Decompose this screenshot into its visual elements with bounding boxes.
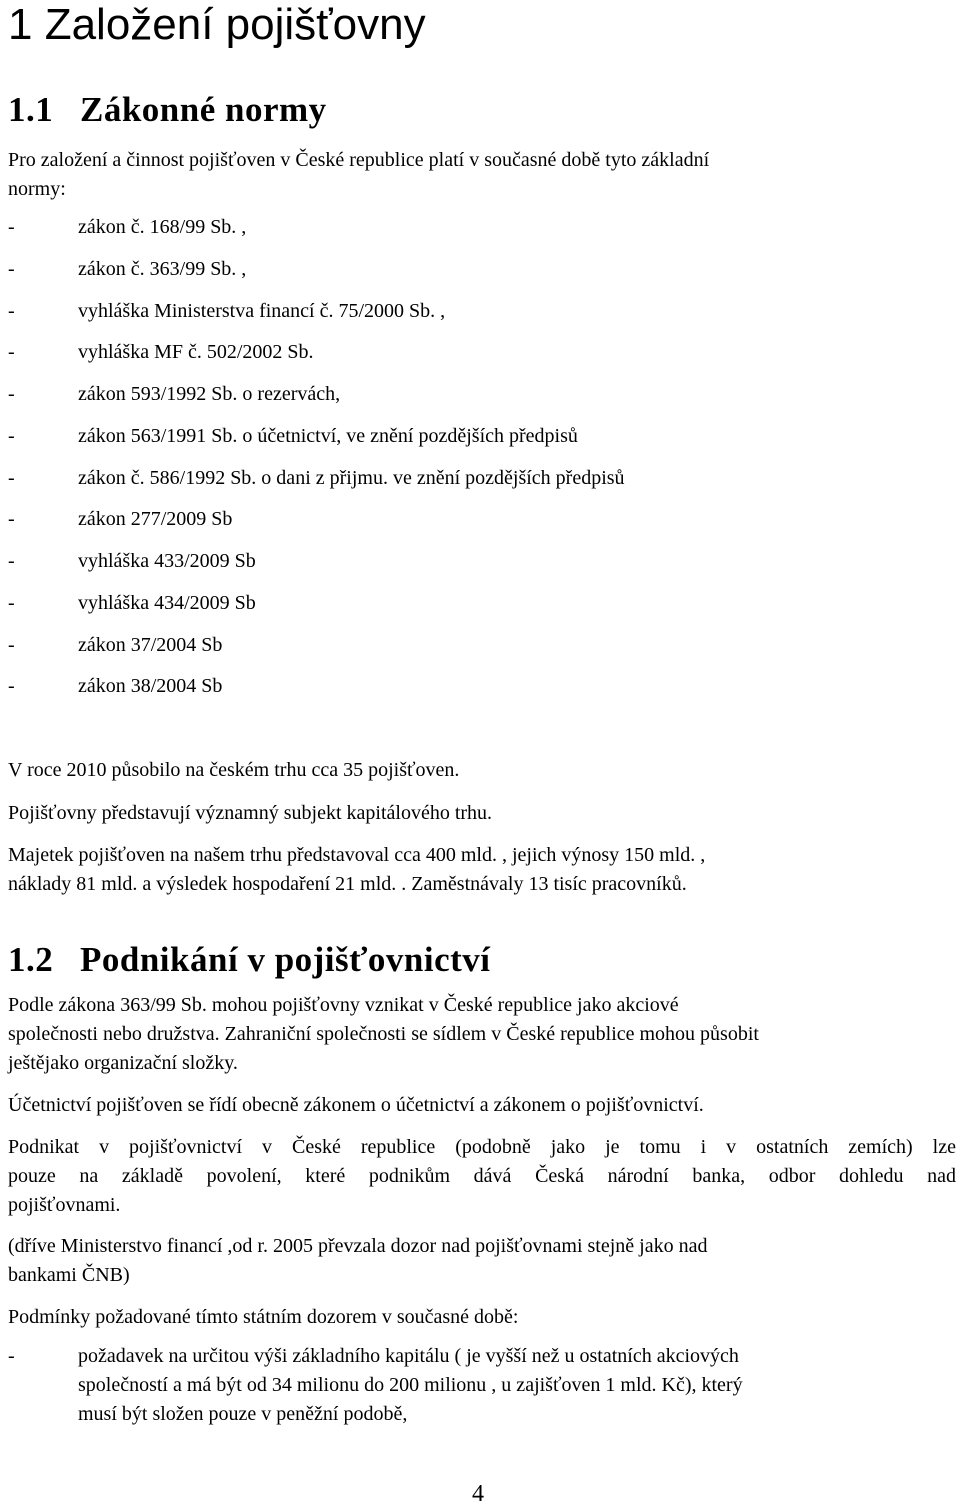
section-title-1-2: Podnikání v pojišťovnictví (80, 940, 491, 979)
norm-text: zákon 563/1991 Sb. o účetnictví, ve znění pozdějších předpisů (78, 425, 578, 447)
list-dash: - (8, 550, 15, 572)
fact-line-2: Pojišťovny představují významný subjekt kapitálového trhu. (8, 802, 493, 824)
list-dash: - (8, 383, 15, 405)
norm-text: zákon 277/2009 Sb (78, 508, 233, 530)
para3-line-3: pojišťovnami. (8, 1194, 121, 1216)
fact-line-3a: Majetek pojišťoven na našem trhu představoval cca 400 mld. , jejich výnosy 150 mld. , (8, 844, 706, 866)
list-dash: - (8, 508, 15, 530)
condition-dash: - (8, 1345, 15, 1367)
section-number-1-2: 1.2 (8, 940, 54, 979)
condition-line-3: musí být složen pouze v peněžní podobě, (78, 1403, 408, 1425)
norm-text: zákon 593/1992 Sb. o rezervách, (78, 383, 341, 405)
condition-line-1: požadavek na určitou výši základního kapitálu ( je vyšší než u ostatních akciových (78, 1345, 739, 1367)
fact-line-1: V roce 2010 působilo na českém trhu cca 35 pojišťoven. (8, 759, 460, 781)
para1-line-1: Podle zákona 363/99 Sb. mohou pojišťovny vznikat v České republice jako akciové (8, 994, 679, 1016)
para2: Účetnictví pojišťoven se řídí obecně zákonem o účetnictví a zákonem o pojišťovnictví. (8, 1094, 704, 1116)
list-dash: - (8, 425, 15, 447)
norm-text: vyhláška 433/2009 Sb (78, 550, 256, 572)
section-number-1-1: 1.1 (8, 90, 54, 129)
para3-line-2: pouze na základě povolení, které podnikům dává Česká národní banka, odbor dohledu nad (8, 1165, 956, 1187)
norm-text: zákon č. 363/99 Sb. , (78, 258, 247, 280)
para3-line-1: Podnikat v pojišťovnictví v České republice (podobně jako je tomu i v ostatních zemích) lze (8, 1136, 956, 1158)
norm-text: vyhláška Ministerstva financí č. 75/2000 Sb. , (78, 300, 446, 322)
section-title-1-1: Zákonné normy (80, 90, 327, 129)
norm-text: zákon 38/2004 Sb (78, 675, 223, 697)
norm-text: zákon č. 586/1992 Sb. o dani z přijmu. ve znění pozdějších předpisů (78, 467, 625, 489)
list-dash: - (8, 675, 15, 697)
fact-line-3b: náklady 81 mld. a výsledek hospodaření 21 mld. . Zaměstnávaly 13 tisíc pracovníků. (8, 873, 687, 895)
para1-line-2: společnosti nebo družstva. Zahraniční společnosti se sídlem v České republice mohou působit (8, 1023, 759, 1045)
chapter-heading: 1 Založení pojišťovny (8, 0, 426, 49)
norm-text: zákon 37/2004 Sb (78, 634, 223, 656)
list-dash: - (8, 592, 15, 614)
para5: Podmínky požadované tímto státním dozorem v současné době: (8, 1306, 519, 1328)
list-dash: - (8, 300, 15, 322)
intro-line-1: Pro založení a činnost pojišťoven v České republice platí v současné době tyto základní (8, 149, 710, 171)
list-dash: - (8, 216, 15, 238)
list-dash: - (8, 634, 15, 656)
list-dash: - (8, 467, 15, 489)
intro-line-2: normy: (8, 178, 66, 200)
para1-line-3: ještějako organizační složky. (8, 1052, 238, 1074)
para4-line-1: (dříve Ministerstvo financí ,od r. 2005 převzala dozor nad pojišťovnami stejně jako nad (8, 1235, 708, 1257)
list-dash: - (8, 258, 15, 280)
norm-text: zákon č. 168/99 Sb. , (78, 216, 247, 238)
norm-text: vyhláška MF č. 502/2002 Sb. (78, 341, 314, 363)
para4-line-2: bankami ČNB) (8, 1264, 130, 1286)
page-number: 4 (472, 1481, 484, 1507)
norm-text: vyhláška 434/2009 Sb (78, 592, 256, 614)
list-dash: - (8, 341, 15, 363)
condition-line-2: společností a má být od 34 milionu do 200 milionu , u zajišťoven 1 mld. Kč), který (78, 1374, 743, 1396)
